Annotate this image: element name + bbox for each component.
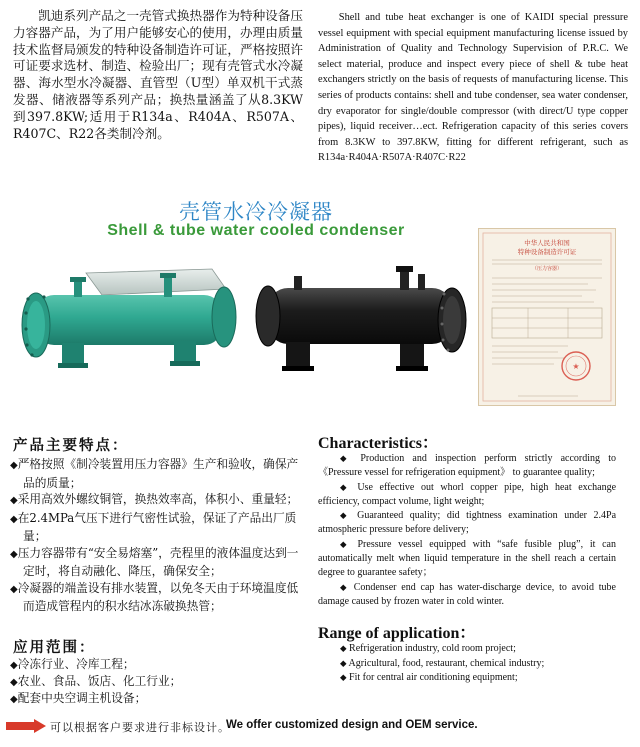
certificate-line3: （压力容器） [531,266,563,272]
list-item: ◆ Condenser end cap has water-discharge device, to avoid tube damage caused by frozen water in cold winter. [318,581,616,607]
diamond-bullet-icon: ◆ [340,644,347,654]
diamond-bullet-icon: ◆ [10,548,18,560]
diamond-bullet-icon: ◆ [10,693,18,705]
product-title-cn: 壳管水冷冷凝器 [179,200,333,224]
list-item: ◆采用高效外螺纹铜管，换热效率高，体积小、重量轻； [10,492,299,506]
list-item: ◆配套中央空调主机设备； [10,690,147,705]
application-list-cn [10,657,306,707]
diamond-bullet-icon: ◆ [340,511,351,522]
list-item: ◆ Use effective out whorl copper pipe, high heat exchange efficiency, compact volume, light weight; [318,481,617,507]
features-list-en [318,452,616,609]
green-condenser-photo [14,255,242,383]
application-title-en: Range of application： [318,625,476,642]
diamond-bullet-icon: ◆ [340,582,349,593]
diamond-bullet-icon: ◆ [10,676,18,688]
diamond-bullet-icon: ◆ [340,454,353,464]
svg-text:★: ★ [572,362,580,371]
footer-text-en: We offer customized design and OEM service. [226,719,478,731]
diamond-bullet-icon: ◆ [340,539,351,550]
footer-text-cn: 可以根据客户要求进行非标设计。 [50,721,230,734]
list-item: ◆压力容器带有“安全易熔塞”，壳程里的液体温度达到一定时，将自动融化、降压，确保安全； [10,545,299,578]
product-title-en: Shell & tube water cooled condenser [107,222,405,239]
list-item: ◆ Agricultural, food, restaurant, chemical industry; [340,657,545,669]
list-item: ◆严格按照《制冷装置用压力容器》生产和验收，确保产品的质量； [10,457,299,490]
list-item: ◆ Production and inspection perform strictly according to 《Pressure vessel for refrigeration equipment》 to guarantee quality; [318,453,616,479]
list-item: ◆ Fit for central air conditioning equipment; [340,672,518,684]
list-item: ◆ Guaranteed quality; did tightness examination under 2.4Pa atmospheric pressure before delivery; [318,510,617,536]
diamond-bullet-icon: ◆ [10,513,18,525]
diamond-bullet-icon: ◆ [10,495,18,506]
arrow-right-icon [6,719,46,733]
certificate-line2: 特种设备制造许可证 [517,248,577,256]
black-condenser-photo [250,262,468,382]
diamond-bullet-icon: ◆ [10,583,18,595]
application-list-en [318,642,618,686]
intro-paragraph-cn: 凯迪系列产品之一壳管式换热器作为特种设备压力容器产品，为了用户能够安心的使用，办理由质量技术监督局颁发的特种设备制造许可证，严格按照许可证要求选材、制造、检验出厂；现有壳管式水冷凝器、海水型水冷凝器、直管型（U型）单双机干式蒸发器、储液器等系列产品；换热量涵盖了从8.3KW到397.8KW;适用于R134a、R404A、R507A、R407C、R22各类制冷剂。 [13,8,303,141]
features-title-en: Characteristics： [318,435,438,452]
list-item: ◆ Pressure vessel equipped with “safe fusible plug”, it can automatically melt when liquid temperature in the shell reach a certain degree to guarantee safety； [318,538,616,579]
footer-banner [6,717,634,737]
features-list-cn [10,456,306,615]
diamond-bullet-icon: ◆ [340,658,347,669]
list-item: ◆在2.4MPa气压下进行气密性试验，保证了产品出厂质量； [10,510,297,543]
diamond-bullet-icon: ◆ [340,482,351,493]
list-item: ◆冷凝器的端盖设有排水装置，以免冬天由于环境温度低而造成管程内的积水结冰冻破换热管； [10,580,299,613]
manufacturing-license-certificate [478,228,616,406]
list-item: ◆农业、食品、饭店、化工行业； [10,673,182,688]
features-title-cn: 产品主要特点： [13,438,129,454]
list-item: ◆冷冻行业、冷库工程； [10,657,135,671]
application-title-cn: 应用范围： [13,640,96,656]
diamond-bullet-icon: ◆ [10,460,18,471]
diamond-bullet-icon: ◆ [10,660,18,671]
list-item: ◆ Refrigeration industry, cold room project; [340,643,516,654]
certificate-line1: 中华人民共和国 [524,239,570,247]
diamond-bullet-icon: ◆ [340,673,347,684]
intro-paragraph-en: Shell and tube heat exchanger is one of KAIDI special pressure vessel equipment with special equipment manufacturing license issued by Administration of Quality and Technology Supervision of P.R.C. We select material, produce and inspect every piece of shell & tube heat exchangers strictly on the basis of requests of manufacturing license. This series of products contains: shell and tube condenser, sea water condenser, dry evaporator for single/double compressor (with direct/U type copper pipes), liquid receiver…ect. Refrigeration capacity of this series covers from 8.3KW to 397.8KW, fitting for different refrigerant, such as R134a·R404A·R507A·R407C·R22 [318,12,628,164]
